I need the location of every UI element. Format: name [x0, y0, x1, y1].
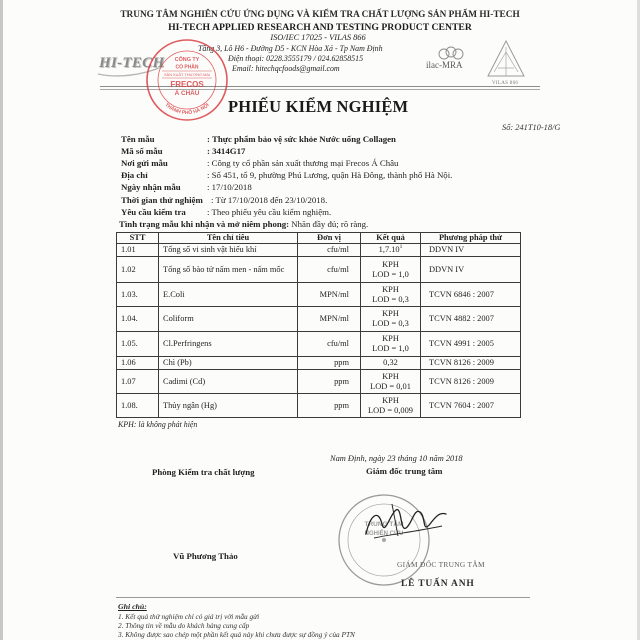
cell-unit: MPN/ml	[298, 307, 361, 332]
table-row	[117, 357, 521, 370]
cell-stt: 1.01	[117, 244, 159, 257]
info-label-address: Địa chỉ	[121, 170, 148, 180]
header-result: Kết quả	[361, 233, 421, 244]
stamp-text-line: CỔ PHẦN	[175, 64, 199, 71]
cell-unit: ppm	[298, 394, 361, 418]
result-lod: LOD = 0,009	[368, 405, 413, 415]
cell-method: TCVN 7604 : 2007	[421, 394, 521, 418]
header-stt: STT	[117, 233, 159, 244]
result-value: KPH	[382, 334, 399, 344]
cell-result	[361, 244, 421, 257]
info-label-sample-name: Tên mẫu	[121, 134, 155, 144]
result-lod: LOD = 0,3	[372, 294, 409, 304]
header-method: Phương pháp thử	[421, 233, 521, 244]
table-row	[117, 332, 521, 357]
hitech-logo: HI-TECH	[99, 55, 165, 71]
result-lod: LOD = 1,0	[372, 344, 409, 353]
cell-method: TCVN 4991 : 2005	[421, 332, 521, 357]
director-name: LÊ TUẤN ANH	[401, 579, 475, 589]
info-label-sender: Nơi gửi mẫu	[121, 158, 168, 168]
info-value-request: : Theo phiếu yêu cầu kiểm nghiệm.	[207, 207, 332, 217]
result-lod: LOD = 0,01	[370, 381, 411, 391]
sample-status-label: Tình trạng mẫu khi nhận và mở niêm phong:	[119, 219, 290, 229]
cell-stt: 1.02	[117, 257, 159, 283]
cell-method: TCVN 8126 : 2009	[421, 370, 521, 394]
place-and-date: Nam Định, ngày 23 tháng 10 năm 2018	[330, 454, 463, 463]
notes-divider	[116, 597, 530, 598]
result-exponent: 1	[399, 244, 403, 251]
cell-parameter: Coliform	[159, 307, 298, 332]
footnote-kph: KPH: là không phát hiện	[118, 420, 198, 429]
cell-result	[361, 332, 421, 357]
cell-unit: cfu/ml	[298, 244, 361, 257]
cell-stt: 1.03.	[117, 283, 159, 307]
stamp-text-line: TRUNG TÂM	[364, 521, 404, 528]
note-item: 3. Không được sao chép một phần kết quả này khi chưa được sự đồng ý của PTN	[118, 630, 355, 639]
vilas-logo-icon	[484, 38, 528, 80]
cell-parameter: Tổng số bào tử nấm men - nấm mốc	[159, 257, 298, 283]
document-title: PHIẾU KIỂM NGHIỆM	[228, 97, 409, 116]
info-label-received-date: Ngày nhận mẫu	[121, 182, 181, 192]
cell-result	[361, 307, 421, 332]
info-label-test-period: Thời gian thử nghiệm	[121, 195, 203, 205]
info-value-sample-name: : Thực phẩm bảo vệ sức khỏe Nước uống Collagen	[207, 134, 396, 144]
cell-parameter: Cl.Perfringens	[159, 332, 298, 357]
stamp-text-line: FRECOS	[170, 80, 204, 89]
ilac-logo-text: ilac-MRA	[426, 60, 463, 70]
cell-stt: 1.07	[117, 370, 159, 394]
sample-status	[119, 220, 368, 229]
stamp-ring-text: THÀNH PHỐ HÀ NỘI	[163, 102, 211, 117]
info-label-sample-code: Mã số mẫu	[121, 146, 163, 156]
cell-parameter: Tổng số vi sinh vật hiếu khí	[159, 244, 298, 257]
director-stamp-title: GIÁM ĐỐC TRUNG TÂM	[397, 560, 485, 569]
cell-method: TCVN 4882 : 2007	[421, 307, 521, 332]
info-value-sender: : Công ty cổ phần sản xuất thương mại Frecos Á Châu	[207, 158, 399, 168]
result-lod: LOD = 1,0	[372, 269, 409, 279]
stamp-text-line: SẢN XUẤT THƯƠNG MẠI	[163, 72, 211, 77]
table-row	[117, 244, 521, 257]
result-value: 1,7.10	[378, 245, 400, 255]
info-value-address: : Số 451, tổ 9, phường Phú Lương, quận Hà Đông, thành phố Hà Nội.	[207, 170, 453, 180]
info-value-received-date: : 17/10/2018	[207, 182, 252, 192]
cell-stt: 1.08.	[117, 394, 159, 418]
qc-signer-name: Vũ Phương Thảo	[173, 551, 238, 561]
director-title: Giám đốc trung tâm	[366, 466, 443, 476]
table-row	[117, 283, 521, 307]
cell-unit: ppm	[298, 357, 361, 370]
table-row	[117, 394, 521, 418]
cell-method: TCVN 6846 : 2007	[421, 283, 521, 307]
cell-unit: MPN/ml	[298, 283, 361, 307]
org-name-english: HI-TECH APPLIED RESEARCH AND TESTING PRODUCT CENTER	[168, 22, 472, 33]
result-value: KPH	[382, 395, 399, 405]
header-parameter: Tên chỉ tiêu	[159, 233, 298, 244]
company-stamp	[145, 38, 229, 122]
qc-department-title: Phòng Kiểm tra chất lượng	[152, 467, 255, 477]
result-value: KPH	[382, 371, 399, 381]
org-phone: Điện thoại: 0228.3555179 / 024.62858515	[228, 54, 364, 63]
cell-parameter: Thủy ngân (Hg)	[159, 394, 298, 418]
result-value: KPH	[382, 259, 399, 269]
stamp-text-line: CÔNG TY	[174, 57, 200, 63]
org-address: Tầng 3, Lô H6 - Đường D5 - KCN Hòa Xá - Tp Nam Định	[198, 44, 383, 53]
cell-parameter: E.Coli	[159, 283, 298, 307]
stamp-text-line: Á CHÂU	[174, 90, 200, 97]
result-value: KPH	[382, 284, 399, 294]
org-email: Email: hitechqcfoods@gmail.com	[232, 64, 340, 73]
table-row	[117, 307, 521, 332]
cell-method: DDVN IV	[421, 257, 521, 283]
sample-status-value: Nhãn đầy đủ; rõ ràng.	[289, 219, 369, 229]
ilac-logo-icon	[430, 45, 470, 61]
info-label-request: Yêu cầu kiểm tra	[121, 207, 186, 217]
cell-unit: cfu/ml	[298, 257, 361, 283]
cell-result	[361, 370, 421, 394]
cell-unit: cfu/ml	[298, 332, 361, 357]
report-number: Số: 241T10-18/G	[502, 123, 561, 132]
scan-edge-left	[0, 0, 3, 640]
info-value-sample-code: : 3414G17	[207, 146, 246, 156]
cell-result	[361, 394, 421, 418]
table-header-row	[117, 233, 521, 244]
result-lod: LOD = 0,3	[372, 319, 409, 328]
results-table	[116, 232, 521, 418]
table-row	[117, 370, 521, 394]
accreditation: ISO/IEC 17025 - VILAS 866	[270, 33, 366, 42]
cell-stt: 1.06	[117, 357, 159, 370]
director-signature	[352, 494, 452, 554]
org-name-vietnamese: TRUNG TÂM NGHIÊN CỨU ỨNG DỤNG VÀ KIỂM TRA CHẤT LƯỢNG SẢN PHẨM HI-TECH	[120, 10, 520, 20]
table-row	[117, 257, 521, 283]
cell-unit: ppm	[298, 370, 361, 394]
header-unit: Đơn vị	[298, 233, 361, 244]
cell-method: DDVN IV	[421, 244, 521, 257]
note-item: 2. Thông tin về mẫu do khách hàng cung cấp	[118, 621, 250, 630]
result-value: KPH	[382, 309, 399, 319]
cell-stt: 1.04.	[117, 307, 159, 332]
cell-result	[361, 283, 421, 307]
cell-stt: 1.05.	[117, 332, 159, 357]
cell-parameter: Chì (Pb)	[159, 357, 298, 370]
cell-result: 0,32	[361, 357, 421, 370]
cell-result	[361, 257, 421, 283]
info-value-test-period: : Từ 17/10/2018 đến 23/10/2018.	[211, 195, 328, 205]
cell-parameter: Cadimi (Cd)	[159, 370, 298, 394]
cell-method: TCVN 8126 : 2009	[421, 357, 521, 370]
vilas-logo-text: VILAS 866	[492, 81, 519, 86]
notes-heading: Ghi chú:	[118, 602, 147, 611]
stamp-text-line: NGHIÊN CỨU	[364, 531, 404, 537]
note-item: 1. Kết quả thử nghiệm chỉ có giá trị với mẫu gửi	[118, 612, 260, 621]
